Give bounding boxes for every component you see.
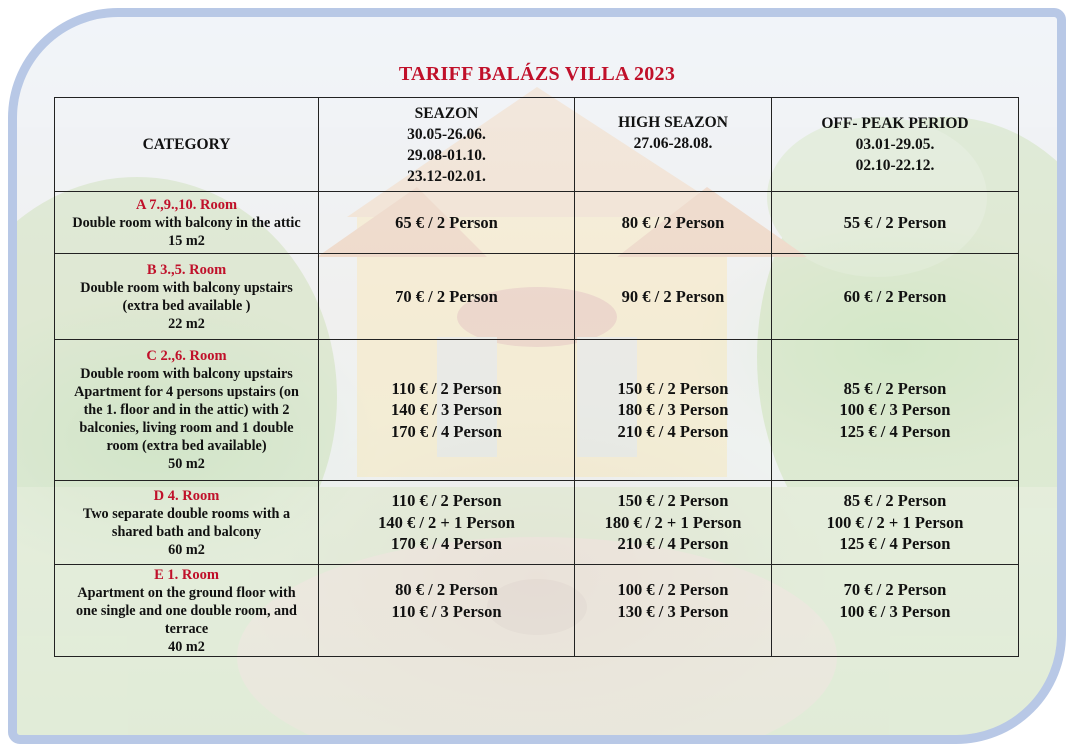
room-desc: 40 m2 bbox=[168, 638, 205, 655]
header-offpeak-date: 02.10-22.12. bbox=[855, 157, 935, 174]
price: 100 € / 2 + 1 Person bbox=[826, 512, 964, 532]
room-desc: 60 m2 bbox=[168, 541, 205, 558]
room-desc: Double room with balcony in the attic bbox=[72, 214, 301, 231]
price: 90 € / 2 Person bbox=[621, 286, 725, 306]
season-price-cell bbox=[319, 192, 575, 254]
room-desc: one single and one double room, and bbox=[76, 602, 297, 619]
price: 70 € / 2 Person bbox=[843, 580, 947, 599]
header-category-label: CATEGORY bbox=[142, 136, 231, 153]
room-name: C 2.,6. Room bbox=[146, 348, 227, 364]
high-price-cell bbox=[575, 481, 772, 565]
season-price-cell bbox=[319, 254, 575, 340]
header-category bbox=[55, 98, 319, 192]
price: 85 € / 2 Person bbox=[843, 378, 947, 398]
high-price-cell bbox=[575, 192, 772, 254]
header-season-label: SEAZON bbox=[414, 104, 479, 122]
price: 210 € / 4 Person bbox=[617, 421, 729, 441]
price: 110 € / 3 Person bbox=[391, 601, 502, 621]
header-offpeak-label: OFF- PEAK PERIOD bbox=[821, 115, 969, 132]
price: 180 € / 3 Person bbox=[617, 400, 729, 420]
room-desc: Two separate double rooms with a bbox=[82, 505, 291, 522]
price: 180 € / 2 + 1 Person bbox=[604, 512, 742, 532]
high-price-cell bbox=[575, 565, 772, 657]
price: 140 € / 3 Person bbox=[391, 400, 502, 420]
season-price-cell bbox=[319, 481, 575, 565]
header-offpeak-date: 03.01-29.05. bbox=[855, 136, 935, 153]
high-price-cell bbox=[575, 340, 772, 481]
price: 80 € / 2 Person bbox=[621, 212, 725, 232]
price: 125 € / 4 Person bbox=[839, 421, 951, 441]
category-cell bbox=[55, 254, 319, 340]
offpeak-price-cell bbox=[772, 192, 1019, 254]
price: 60 € / 2 Person bbox=[843, 286, 947, 306]
room-name: B 3.,5. Room bbox=[146, 261, 227, 278]
price: 125 € / 4 Person bbox=[839, 534, 951, 554]
header-high-date: 27.06-28.08. bbox=[633, 135, 713, 152]
room-desc: terrace bbox=[164, 620, 209, 637]
room-desc: Apartment for 4 persons upstairs (on bbox=[74, 384, 299, 400]
price: 110 € / 2 Person bbox=[391, 378, 502, 398]
header-row bbox=[55, 98, 1019, 192]
table-row bbox=[55, 254, 1019, 340]
price: 210 € / 4 Person bbox=[617, 534, 729, 554]
category-cell bbox=[55, 481, 319, 565]
table-row bbox=[55, 481, 1019, 565]
table-row bbox=[55, 192, 1019, 254]
room-desc: the 1. floor and in the attic) with 2 bbox=[83, 402, 290, 418]
season-price-cell bbox=[319, 340, 575, 481]
header-season-date: 30.05-26.06. bbox=[407, 125, 486, 143]
page-title: TARIFF BALÁZS VILLA 2023 bbox=[398, 63, 676, 85]
price: 130 € / 3 Person bbox=[617, 601, 729, 621]
table-row bbox=[55, 340, 1019, 481]
high-price-cell bbox=[575, 254, 772, 340]
tariff-table bbox=[54, 97, 1019, 657]
price: 150 € / 2 Person bbox=[617, 378, 729, 398]
room-desc: Double room with balcony upstairs bbox=[80, 366, 293, 382]
price: 100 € / 3 Person bbox=[839, 601, 951, 621]
header-offpeak bbox=[772, 98, 1019, 192]
room-desc: shared bath and balcony bbox=[111, 523, 262, 540]
room-desc: Apartment on the ground floor with bbox=[77, 584, 296, 601]
room-name: A 7.,9.,10. Room bbox=[135, 196, 238, 213]
offpeak-price-cell bbox=[772, 565, 1019, 657]
offpeak-price-cell bbox=[772, 254, 1019, 340]
price: 55 € / 2 Person bbox=[843, 212, 947, 232]
category-cell bbox=[55, 192, 319, 254]
header-season bbox=[319, 98, 575, 192]
offpeak-price-cell bbox=[772, 340, 1019, 481]
season-price-cell bbox=[319, 565, 575, 657]
room-desc: (extra bed available ) bbox=[122, 297, 251, 314]
room-name: E 1. Room bbox=[154, 566, 219, 583]
room-desc: 22 m2 bbox=[168, 315, 205, 332]
offpeak-price-cell bbox=[772, 481, 1019, 565]
room-desc: room (extra bed available) bbox=[106, 438, 267, 454]
price: 100 € / 3 Person bbox=[839, 400, 951, 420]
room-desc: balconies, living room and 1 double bbox=[79, 420, 294, 436]
category-cell bbox=[55, 340, 319, 481]
price: 150 € / 2 Person bbox=[617, 491, 729, 511]
header-high-label: HIGH SEAZON bbox=[618, 114, 728, 131]
category-cell bbox=[55, 565, 319, 657]
room-desc: 15 m2 bbox=[168, 232, 205, 249]
price: 70 € / 2 Person bbox=[395, 286, 498, 306]
price: 140 € / 2 + 1 Person bbox=[378, 512, 515, 532]
header-season-date: 29.08-01.10. bbox=[407, 146, 486, 164]
price: 100 € / 2 Person bbox=[617, 580, 729, 599]
price: 170 € / 4 Person bbox=[391, 421, 502, 441]
table-row bbox=[55, 565, 1019, 657]
header-high-season bbox=[575, 98, 772, 192]
room-desc: 50 m2 bbox=[168, 456, 205, 472]
price: 170 € / 4 Person bbox=[391, 534, 502, 554]
price: 110 € / 2 Person bbox=[391, 491, 502, 511]
room-desc: Double room with balcony upstairs bbox=[80, 279, 293, 296]
header-season-date: 23.12-02.01. bbox=[407, 167, 486, 185]
room-name: D 4. Room bbox=[153, 487, 220, 504]
price: 80 € / 2 Person bbox=[395, 580, 498, 599]
page-frame bbox=[8, 8, 1066, 744]
price: 65 € / 2 Person bbox=[395, 212, 498, 232]
price: 85 € / 2 Person bbox=[843, 491, 947, 511]
